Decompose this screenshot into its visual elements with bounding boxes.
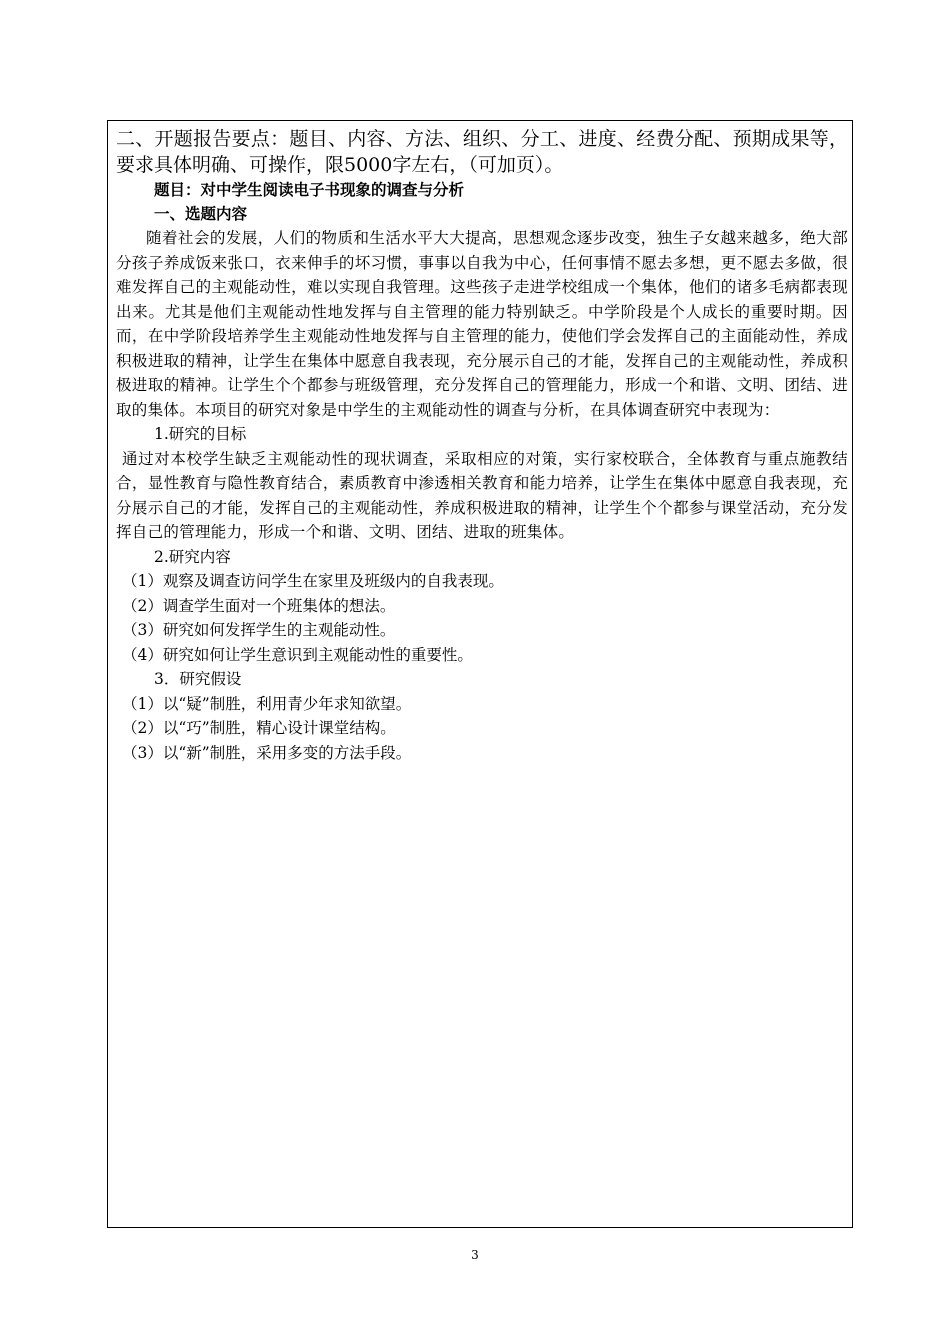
hypothesis-heading: 3．研究假设 — [154, 670, 242, 688]
content-item-2: （2）调查学生面对一个班集体的想法。 — [122, 596, 396, 615]
content-heading: 2.研究内容 — [154, 547, 231, 566]
goal-paragraph: 通过对本校学生缺乏主观能动性的现状调查，采取相应的对策，实行家校联合，全体教育与重点施教结合，显性教育与隐性教育结合，素质教育中渗透相关教育和能力培养，让学生在集体中愿意自我表现，充分展示自己的才能，发挥自己的主观能动性，养成积极进取的精神，让学生个个都参与课堂活动，充分发挥自己的管理能力，形成一个和谐、文明、团结、进取的班集体。 — [116, 449, 848, 541]
content-item-1: （1）观察及调查访问学生在家里及班级内的自我表现。 — [122, 572, 504, 590]
section-heading-topic: 一、选题内容 — [154, 204, 248, 223]
goal-heading: 1.研究的目标 — [154, 425, 247, 443]
requirements-header: 二、开题报告要点：题目、内容、方法、组织、分工、进度、经费分配、预期成果等，要求具体明确、可操作，限5000字左右，（可加页）。 — [116, 128, 848, 176]
hypothesis-item-2: （2）以“巧”制胜，精心设计课堂结构。 — [122, 719, 396, 737]
page-number: 3 — [471, 1248, 479, 1262]
content-item-3: （3）研究如何发挥学生的主观能动性。 — [122, 621, 396, 639]
report-content — [116, 126, 848, 765]
topic-paragraph: 随着社会的发展，人们的物质和生活水平大大提高，思想观念逐步改变，独生子女越来越多，绝大部分孩子养成饭来张口，衣来伸手的坏习惯，事事以自我为中心，任何事情不愿去多想，更不愿去多做，很难发挥自己的主观能动性，难以实现自我管理。这些孩子走进学校组成一个集体，他们的诸多毛病都表现出来。尤其是他们主观能动性地发挥与自主管理的能力特别缺乏。中学阶段是个人成长的重要时期。因而，在中学阶段培养学生主观能动性地发挥与自主管理的能力，使他们学会发挥自己的主面能动性，养成积极进取的精神，让学生在集体中愿意自我表现，充分展示自己的才能，发挥自己的主观能动性，养成积极进取的精神。让学生个个都参与班级管理，充分发挥自己的管理能力，形成一个和谐、文明、团结、进取的集体。本项目的研究对象是中学生的主观能动性的调查与分析，在具体调查研究中表现为： — [116, 229, 848, 419]
report-title: 题目：对中学生阅读电子书现象的调查与分析 — [154, 180, 465, 199]
content-item-4: （4）研究如何让学生意识到主观能动性的重要性。 — [122, 645, 473, 664]
hypothesis-item-1: （1）以“疑”制胜，利用青少年求知欲望。 — [122, 694, 412, 713]
hypothesis-item-3: （3）以“新”制胜，采用多变的方法手段。 — [122, 743, 412, 762]
